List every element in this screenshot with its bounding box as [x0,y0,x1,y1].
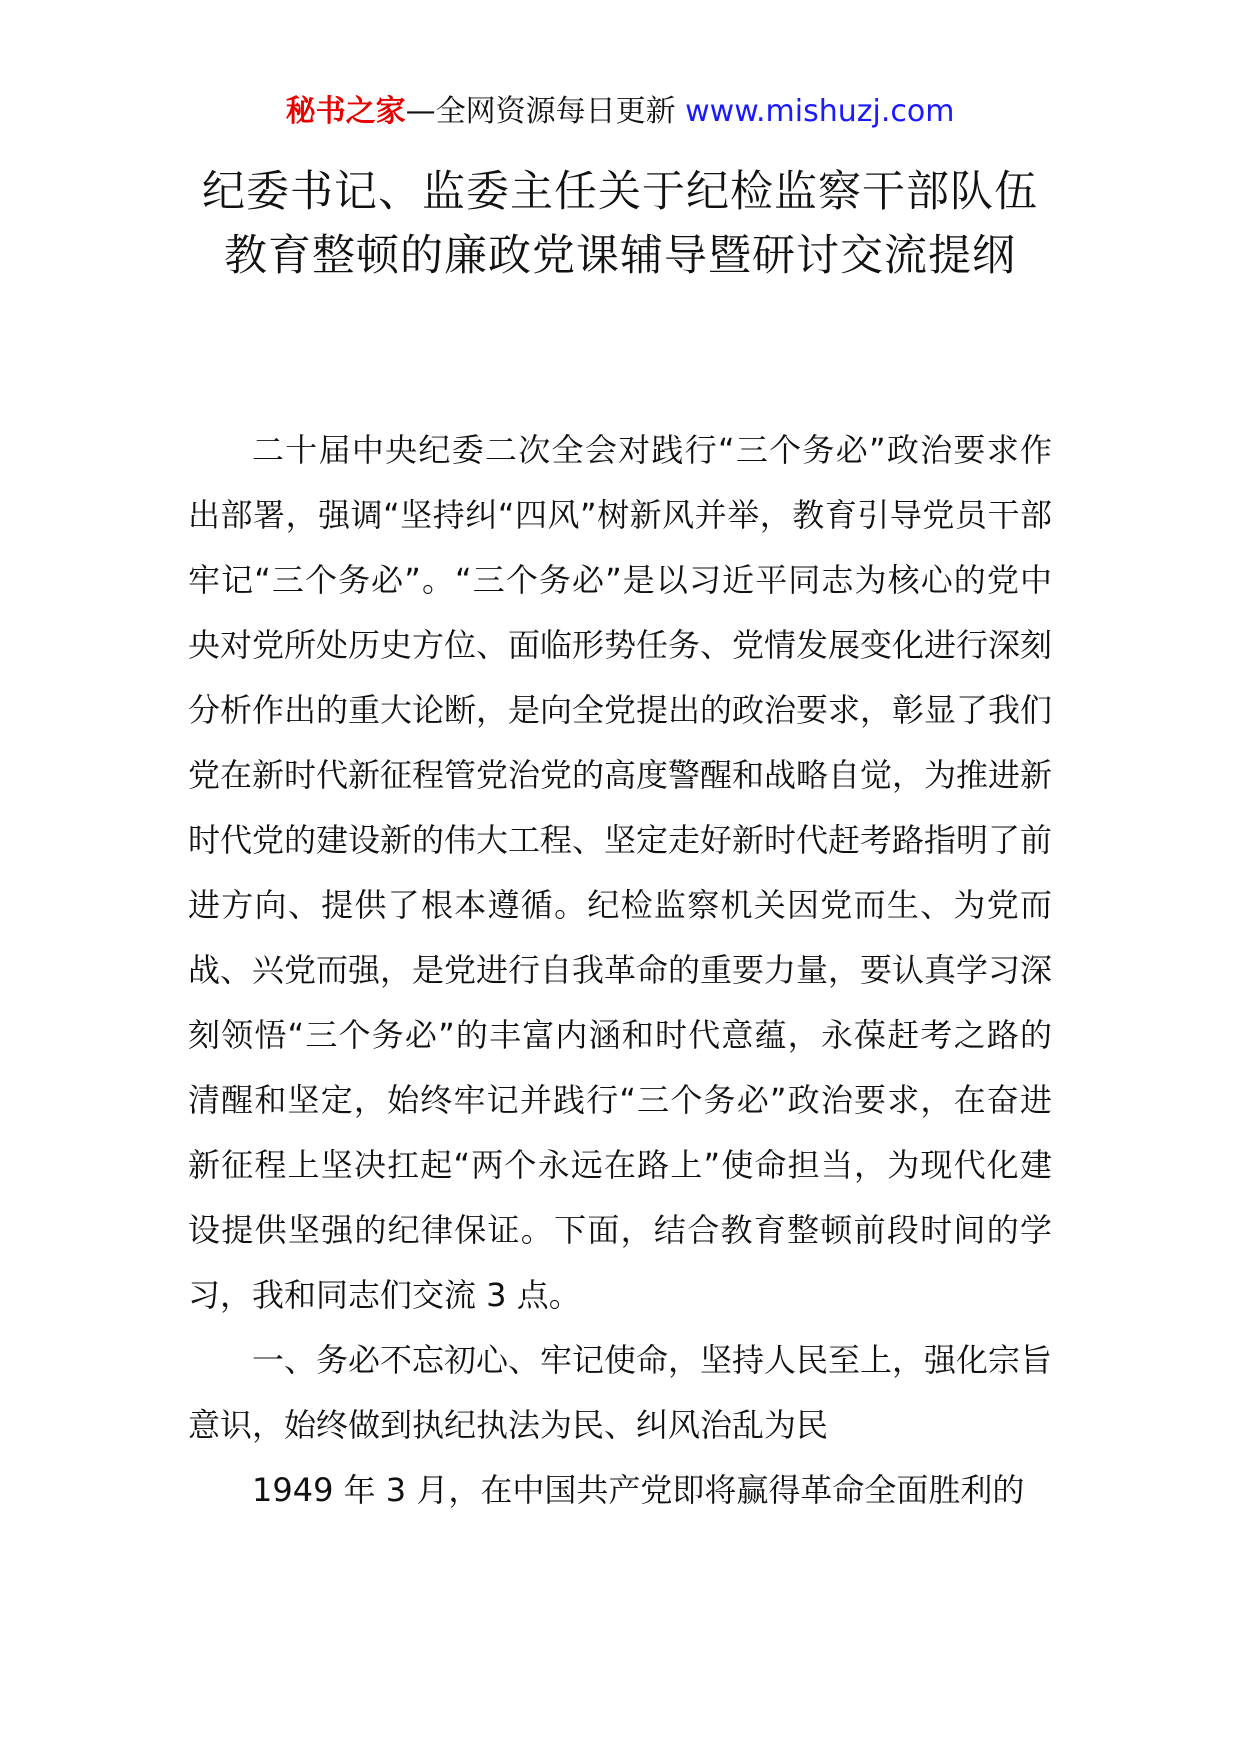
intro-paragraph: 二十届中央纪委二次全会对践行“三个务必”政治要求作出部署，强调“坚持纠“四风”树新风并举，教育引导党员干部牢记“三个务必”。“三个务必”是以习近平同志为核心的党中央对党所处历史方位、面临形势任务、党情发展变化进行深刻分析作出的重大论断，是向全党提出的政治要求，彰显了我们党在新时代新征程管党治党的高度警醒和战略自觉，为推进新时代党的建设新的伟大工程、坚定走好新时代赶考路指明了前进方向、提供了根本遵循。纪检监察机关因党而生、为党而战、兴党而强，是党进行自我革命的重要力量，要认真学习深刻领悟“三个务必”的丰富内涵和时代意蕴，永葆赶考之路的清醒和坚定，始终牢记并践行“三个务必”政治要求，在奋进新征程上坚决扛起“两个永远在路上”使命担当，为现代化建设提供坚强的纪律保证。下面，结合教育整顿前段时间的学习，我和同志们交流 3 点。 [188,431,1053,1314]
site-url-link[interactable]: www.mishuzj.com [685,94,955,129]
document-title: 纪委书记、监委主任关于纪检监察干部队伍教育整顿的廉政党课辅导暨研讨交流提纲 [202,167,1038,281]
site-header [0,92,1240,132]
site-brand: 秘书之家 [285,94,406,129]
section-heading-1: 一、务必不忘初心、牢记使命，坚持人民至上，强化宗旨意识，始终做到执纪执法为民、纠风治乱为民 [188,1341,1053,1444]
site-tagline: —全网资源每日更新 [405,94,686,129]
document-body [188,418,1052,1523]
body-paragraph: 1949 年 3 月，在中国共产党即将赢得革命全面胜利的 [252,1471,1025,1509]
